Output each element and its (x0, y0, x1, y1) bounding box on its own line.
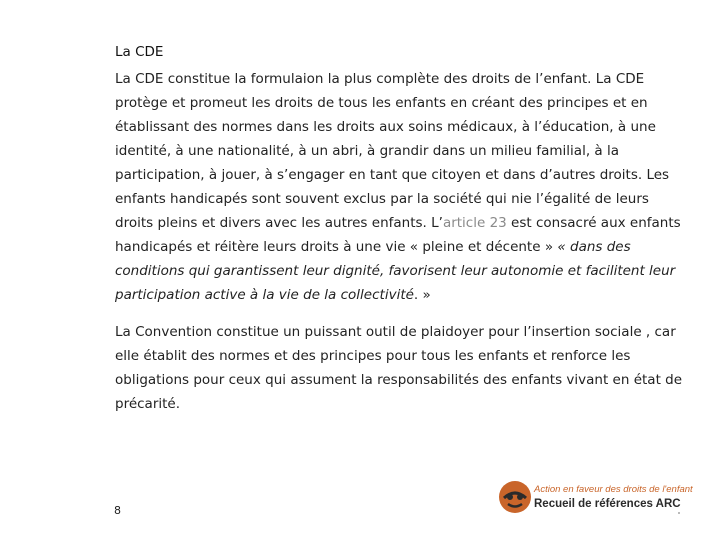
section-heading: La CDE (115, 44, 164, 60)
arc-logo (498, 480, 693, 520)
page-number: 8 (114, 504, 121, 517)
article-23-link[interactable]: article 23 (442, 215, 507, 231)
logo-title: Recueil de références ARC (534, 498, 681, 510)
paragraph-cde (115, 67, 683, 307)
paragraph-cde-quote: « dans des conditions qui garantissent leur dignité, favorisent leur autonomie et facilitent leur participation active à la vie de la collectivité (115, 239, 676, 303)
paragraph-cde-end: . » (413, 287, 431, 303)
paragraph-cde-text-2: est consacré aux enfants handicapés et réitère leurs droits à une vie « pleine et décente » (115, 215, 681, 255)
logo-tagline: Action en faveur des droits de l'enfant (534, 484, 693, 495)
paragraph-cde-text-1: La CDE constitue la formulaion la plus complète des droits de l’enfant. La CDE protège et promeut les droits de tous les enfants en créant des principes et en établissant des normes dans les droits aux soins médicaux, à l’éducation, à une identité, à une nationalité, à un abri, à grandir dans un milieu familial, à la participation, à jouer, à s’engager en tant que citoyen et dans d’autres droits. Les enfants handicapés sont souvent exclus par la société qui nie l’égalité de leurs droits pleins et divers avec les autres enfants. L’ (115, 71, 670, 231)
arc-logo-icon (498, 480, 532, 514)
corner-mark (678, 512, 680, 514)
paragraph-convention: La Convention constitue un puissant outil de plaidoyer pour l’insertion sociale , car elle établit des normes et des principes pour tous les enfants et renforce les obligations pour ceux qui assument la responsabilités des enfants vivant en état de précarité. (115, 324, 683, 412)
